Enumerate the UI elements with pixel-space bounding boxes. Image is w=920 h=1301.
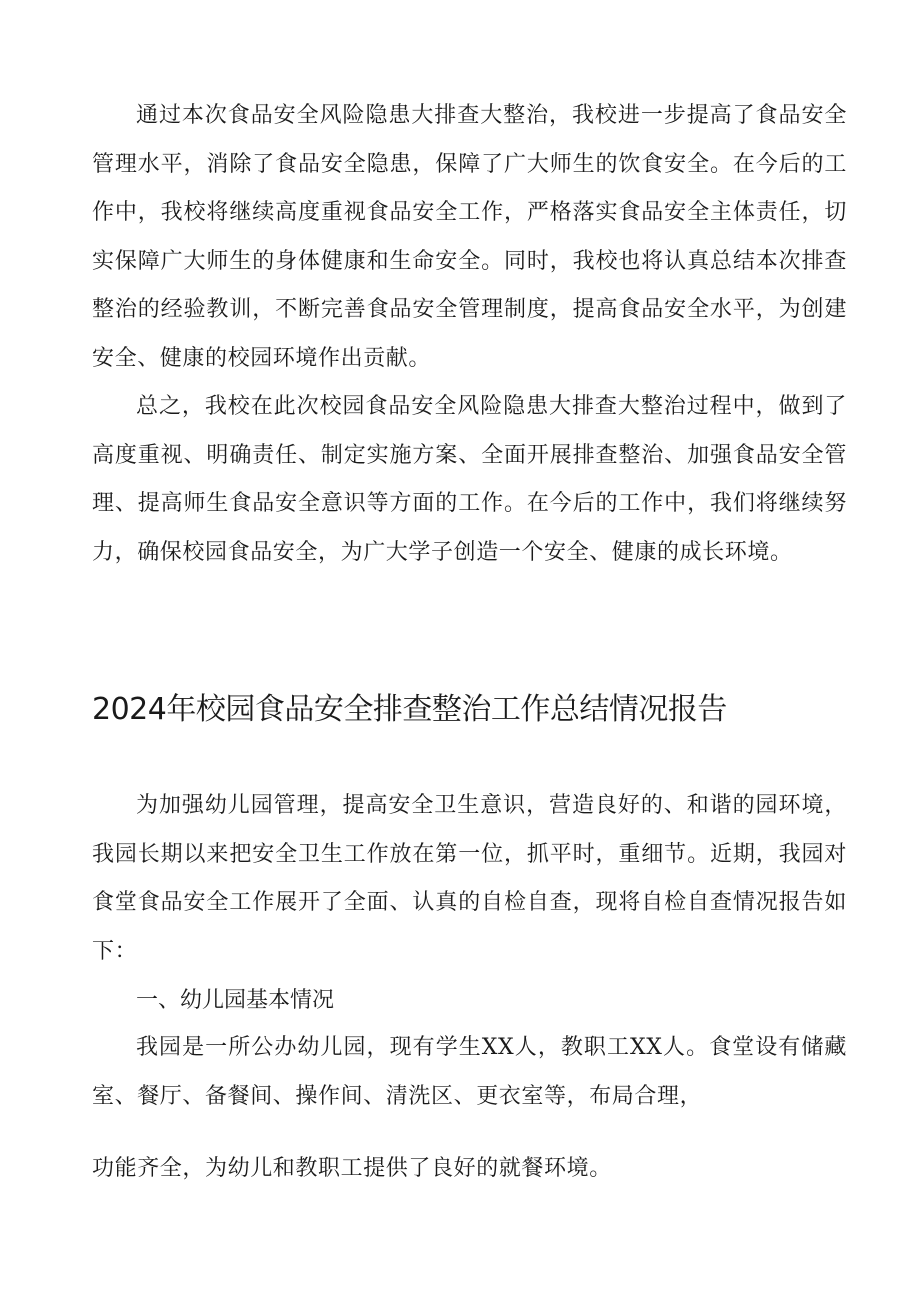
paragraph-basic-info-continued: 功能齐全，为幼儿和教职工提供了良好的就餐环境。: [92, 1156, 612, 1181]
section-heading-basic-info: 一、幼儿园基本情况: [136, 988, 335, 1013]
paragraph-introduction: 为加强幼儿园管理，提高安全卫生意识，营造良好的、和谐的园环境，我园长期以来把安全卫生工作放在第一位，抓平时，重细节。近期，我园对食堂食品安全工作展开了全面、认真的自检自查，现将自检自查情况报告如下：: [92, 793, 847, 964]
paragraph-basic-info: 我园是一所公办幼儿园，现有学生XX人，教职工XX人。食堂设有储藏室、餐厅、备餐间、操作间、清洗区、更衣室等，布局合理，: [92, 1035, 847, 1109]
report-title: 2024年校园食品安全排查整治工作总结情况报告: [92, 692, 727, 727]
paragraph-conclusion: 总之，我校在此次校园食品安全风险隐患大排查大整治过程中，做到了高度重视、明确责任、制定实施方案、全面开展排查整治、加强食品安全管理、提高师生食品安全意识等方面的工作。在今后的工作中，我们将继续努力，确保校园食品安全，为广大学子创造一个安全、健康的成长环境。: [92, 394, 847, 565]
paragraph-summary-results: 通过本次食品安全风险隐患大排查大整治，我校进一步提高了食品安全管理水平，消除了食品安全隐患，保障了广大师生的饮食安全。在今后的工作中，我校将继续高度重视食品安全工作，严格落实食品安全主体责任，切实保障广大师生的身体健康和生命安全。同时，我校也将认真总结本次排查整治的经验教训，不断完善食品安全管理制度，提高食品安全水平，为创建安全、健康的校园环境作出贡献。: [92, 103, 847, 371]
